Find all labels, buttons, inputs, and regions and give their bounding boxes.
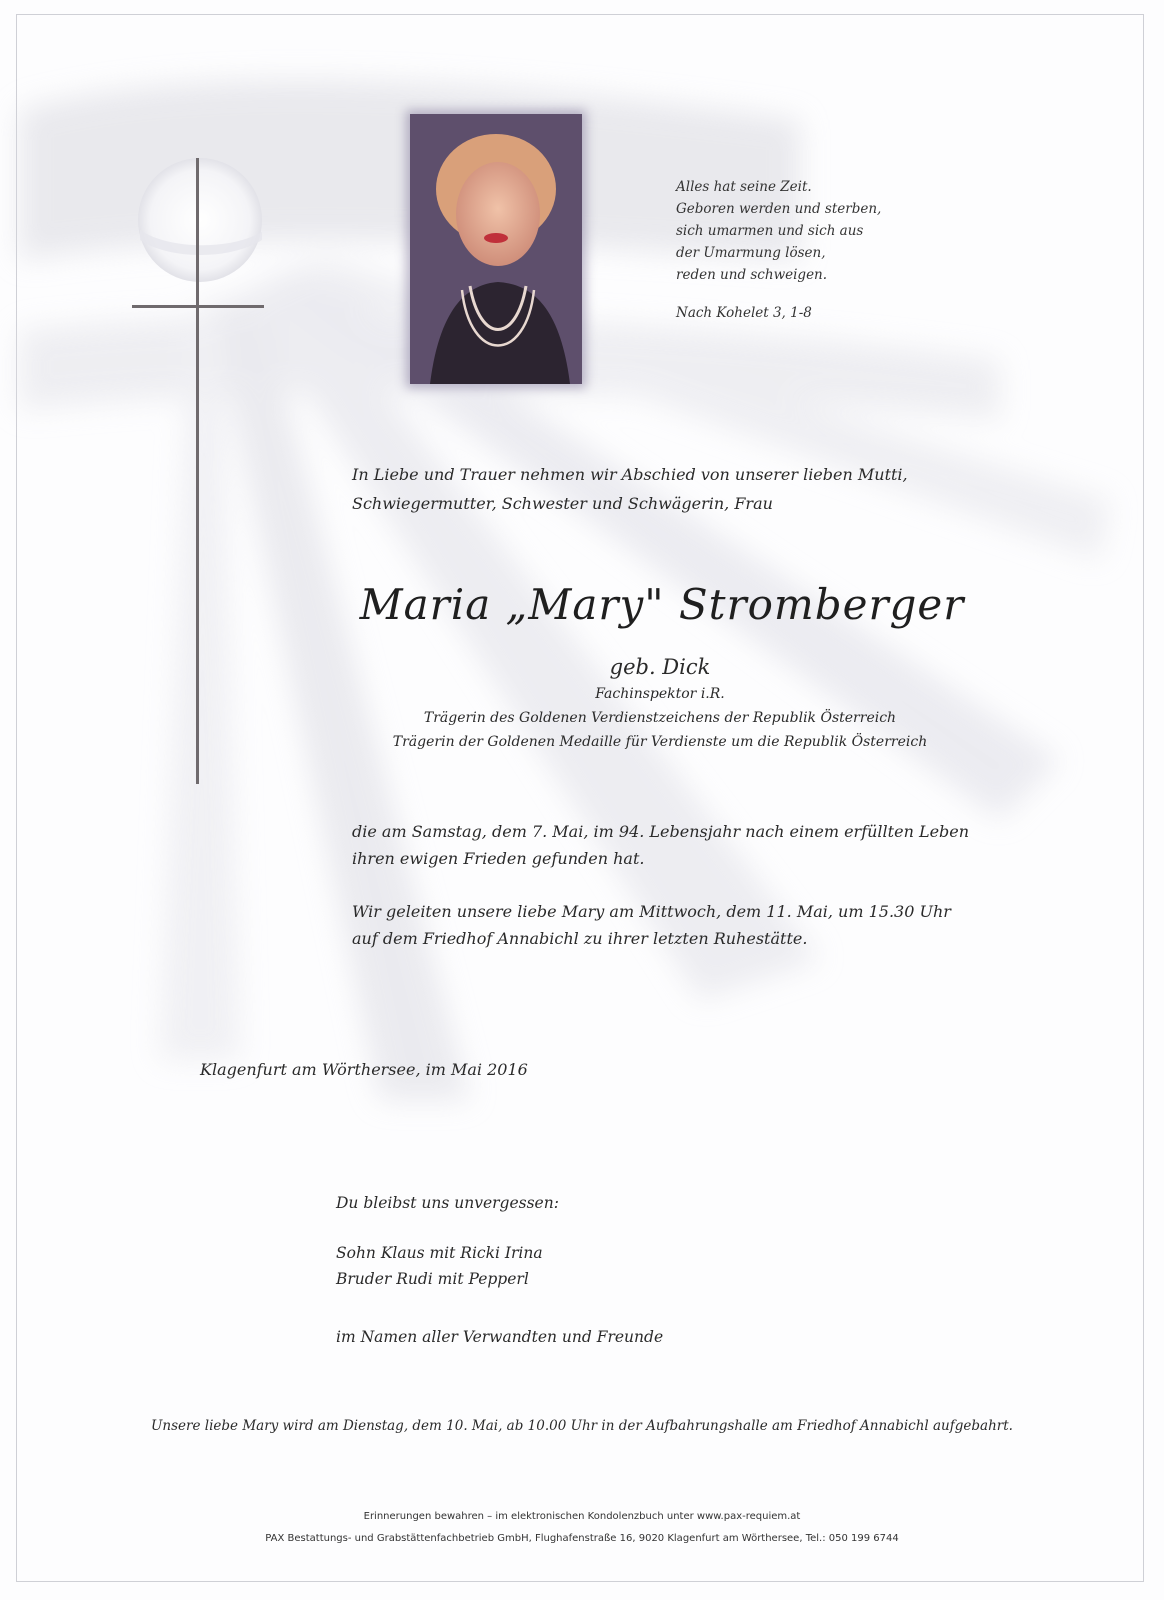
mourners-list (336, 1240, 543, 1292)
mourners-heading: Du bleibst uns unvergessen: (336, 1194, 559, 1212)
deceased-details (0, 652, 1164, 754)
quote-line: sich umarmen und sich aus (676, 223, 864, 239)
intro-line: Schwiegermutter, Schwester und Schwägerin, Frau (352, 494, 773, 513)
quote-line: reden und schweigen. (676, 267, 828, 283)
maiden-name: geb. Dick (609, 655, 711, 679)
honor-line: Trägerin des Goldenen Verdienstzeichens der Republik Österreich (423, 710, 897, 726)
footer-company: PAX Bestattungs- und Grabstättenfachbetrieb GmbH, Flughafenstraße 16, 9020 Klagenfurt am Wörthersee, Tel.: 050 199 6744 (265, 1533, 899, 1544)
sun-disc (138, 158, 262, 282)
funeral-line: Wir geleiten unsere liebe Mary am Mittwoch, dem 11. Mai, um 15.30 Uhr (352, 902, 951, 921)
mourner-name: Bruder Rudi mit Pepperl (336, 1270, 529, 1288)
cross-horizontal-bar (132, 305, 264, 308)
honor-line: Trägerin der Goldenen Medaille für Verdienste um die Republik Österreich (392, 734, 928, 750)
mourners-closing: im Namen aller Verwandten und Freunde (336, 1328, 664, 1346)
death-line: ihren ewigen Frieden gefunden hat. (352, 849, 645, 868)
funeral-line: auf dem Friedhof Annabichl zu ihrer letzten Ruhestätte. (352, 929, 808, 948)
intro-line: In Liebe und Trauer nehmen wir Abschied von unserer lieben Mutti, (352, 465, 908, 484)
place-date: Klagenfurt am Wörthersee, im Mai 2016 (200, 1060, 528, 1079)
mourners-heading-wrap (336, 1190, 559, 1216)
mourners-closing-wrap (336, 1324, 663, 1350)
deceased-name: Maria „Mary" Stromberger (359, 580, 965, 629)
footer-condolence: Erinnerungen bewahren – im elektronischen Kondolenzbuch unter www.pax-requiem.at (363, 1511, 801, 1522)
quote-line: Alles hat seine Zeit. (676, 179, 812, 195)
footer (0, 1506, 1164, 1550)
job-title: Fachinspektor i.R. (595, 686, 725, 702)
death-notice (352, 818, 969, 872)
death-line: die am Samstag, dem 7. Mai, im 94. Lebensjahr nach einem erfüllten Leben (352, 822, 970, 841)
portrait-photo (410, 114, 582, 384)
laying-out-notice: Unsere liebe Mary wird am Dienstag, dem 10. Mai, ab 10.00 Uhr in der Aufbahrungshalle am Friedhof Annabichl aufgebahrt. (151, 1418, 1013, 1434)
quote-line: der Umarmung lösen, (676, 245, 826, 261)
deceased-name-wrap (0, 580, 1164, 629)
mourner-name: Sohn Klaus mit Ricki Irina (336, 1244, 543, 1262)
bible-quote (676, 176, 881, 324)
intro-text (352, 460, 908, 518)
quote-line: Geboren werden und sterben, (676, 201, 882, 217)
funeral-notice (352, 898, 951, 952)
quote-source: Nach Kohelet 3, 1-8 (676, 305, 812, 321)
